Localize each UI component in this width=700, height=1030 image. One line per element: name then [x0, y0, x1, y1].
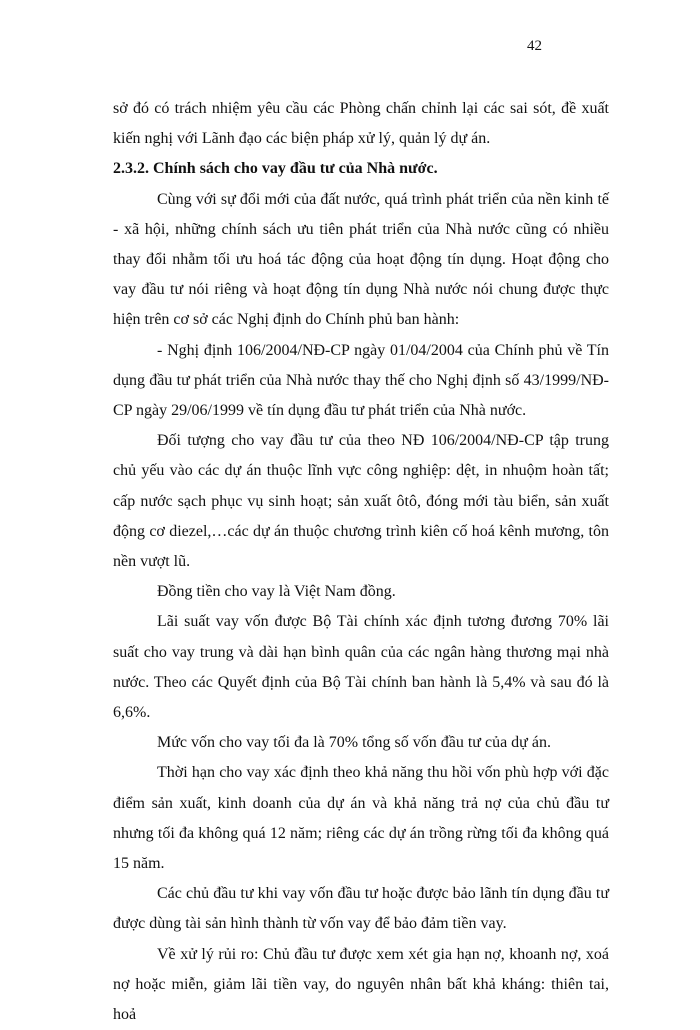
paragraph: Cùng với sự đổi mới của đất nước, quá trình phát triển của nền kinh tế - xã hội, những chính sách ưu tiên phát triển của Nhà nước cũng có nhiều thay đổi nhằm tối ưu hoá tác động của hoạt động tín dụng. Hoạt động cho vay đầu tư nói riêng và hoạt động tín dụng Nhà nước nói chung được thực hiện trên cơ sở các Nghị định do Chính phủ ban hành:	[113, 190, 609, 329]
paragraph: Lãi suất vay vốn được Bộ Tài chính xác định tương đương 70% lãi suất cho vay trung và dài hạn bình quân của các ngân hàng thương mại nhà nước. Theo các Quyết định của Bộ Tài chính ban hành là 5,4% và sau đó là 6,6%.	[113, 613, 609, 722]
paragraph: Về xử lý rủi ro: Chủ đầu tư được xem xét gia hạn nợ, khoanh nợ, xoá nợ hoặc miễn, giảm lãi tiền vay, do nguyên nhân bất khả kháng: thiên tai, hoả	[113, 945, 609, 1024]
paragraph: Thời hạn cho vay xác định theo khả năng thu hồi vốn phù hợp với đặc điểm sản xuất, kinh doanh của dự án và khả năng trả nợ của chủ đầu tư nhưng tối đa không quá 12 năm; riêng các dự án trồng rừng tối đa không quá 15 năm.	[113, 764, 609, 873]
paragraph-decree-item: - Nghị định 106/2004/NĐ-CP ngày 01/04/2004 của Chính phủ về Tín dụng đầu tư phát triển của Nhà nước thay thế cho Nghị định số 43/1999/NĐ-CP ngày 29/06/1999 về tín dụng đầu tư phát triển của Nhà nước.	[113, 341, 609, 420]
paragraph: Đồng tiền cho vay là Việt Nam đồng.	[157, 583, 396, 601]
page-number: 42	[527, 38, 542, 54]
section-heading: 2.3.2. Chính sách cho vay đầu tư của Nhà nước.	[113, 160, 438, 178]
paragraph: Mức vốn cho vay tối đa là 70% tổng số vốn đầu tư của dự án.	[157, 734, 551, 752]
page-content	[113, 94, 609, 1030]
paragraph: Đối tượng cho vay đầu tư của theo NĐ 106/2004/NĐ-CP tập trung chủ yếu vào các dự án thuộc lĩnh vực công nghiệp: dệt, in nhuộm hoàn tất; cấp nước sạch phục vụ sinh hoạt; sản xuất ôtô, đóng mới tàu biển, sản xuất động cơ diezel,…các dự án thuộc chương trình kiên cố hoá kênh mương, tôn nền vượt lũ.	[113, 432, 609, 571]
paragraph: Các chủ đầu tư khi vay vốn đầu tư hoặc được bảo lãnh tín dụng đầu tư được dùng tài sản hình thành từ vốn vay để bảo đảm tiền vay.	[113, 885, 609, 933]
paragraph-continuation: sở đó có trách nhiệm yêu cầu các Phòng chấn chỉnh lại các sai sót, đề xuất kiến nghị với Lãnh đạo các biện pháp xử lý, quản lý dự án.	[113, 100, 609, 148]
